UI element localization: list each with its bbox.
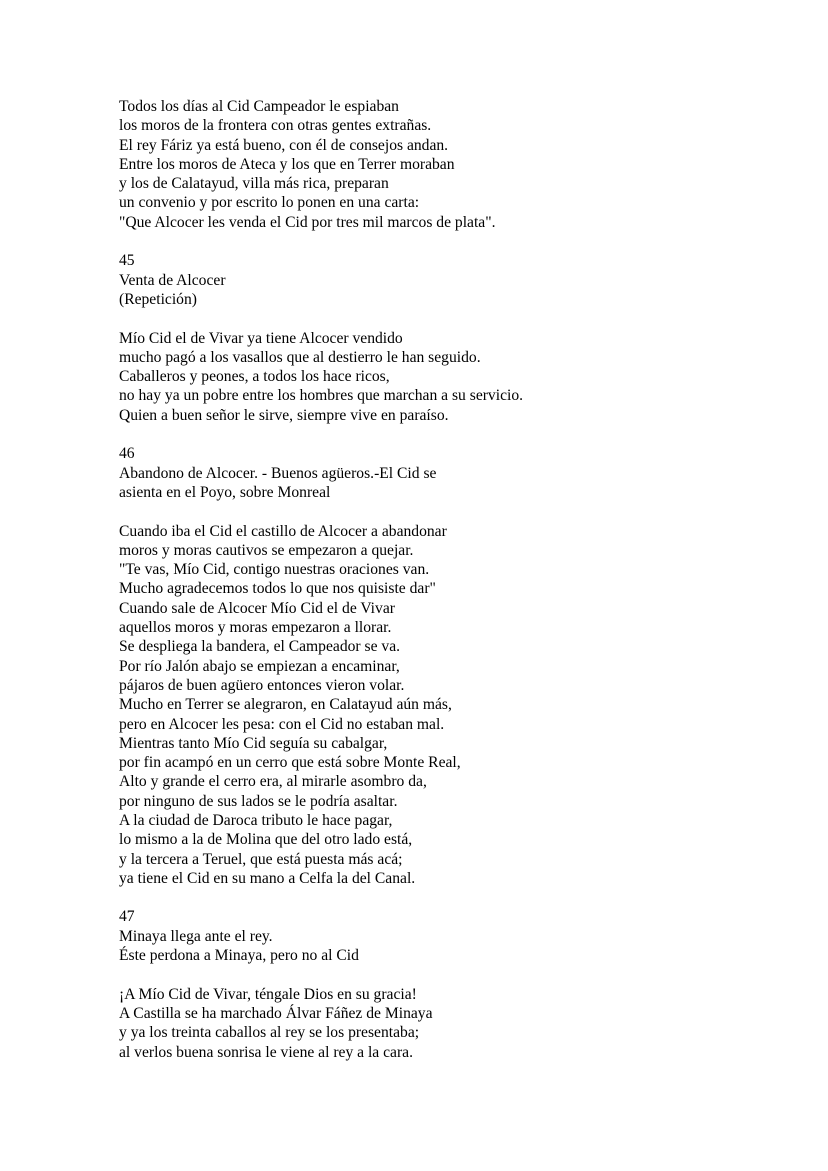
verse-line: los moros de la frontera con otras gentes extrañas.: [119, 117, 432, 135]
verse-line: Cuando iba el Cid el castillo de Alcocer a abandonar: [119, 522, 447, 540]
section-number: 45: [119, 252, 135, 270]
section-46-heading: [119, 444, 779, 502]
verse-line: y la tercera a Teruel, que está puesta más acá;: [119, 850, 403, 868]
section-title: Minaya llega ante el rey.: [119, 927, 273, 945]
verse-line: Quien a buen señor le sirve, siempre vive en paraíso.: [119, 406, 449, 424]
verse-line: lo mismo a la de Molina que del otro lado está,: [119, 831, 413, 849]
verse-line: Caballeros y peones, a todos los hace ricos,: [119, 368, 390, 386]
intro-stanza: [119, 97, 779, 232]
verse-line: moros y moras cautivos se empezaron a quejar.: [119, 541, 414, 559]
verse-line: Todos los días al Cid Campeador le espiaban: [119, 98, 399, 115]
section-47-heading: [119, 907, 779, 965]
verse-line: por ninguno de sus lados se le podría asaltar.: [119, 792, 398, 810]
verse-line: Mucho en Terrer se alegraron, en Calatayud aún más,: [119, 696, 452, 714]
verse-line: A Castilla se ha marchado Álvar Fáñez de Minaya: [119, 1004, 433, 1022]
verse-line: pájaros de buen agüero entonces vieron volar.: [119, 676, 405, 694]
section-number: 46: [119, 445, 135, 463]
verse-line: y los de Calatayud, villa más rica, preparan: [119, 175, 389, 193]
verse-line: "Te vas, Mío Cid, contigo nuestras oraciones van.: [119, 561, 430, 579]
verse-line: "Que Alcocer les venda el Cid por tres mil marcos de plata".: [119, 213, 496, 231]
verse-line: A la ciudad de Daroca tributo le hace pagar,: [119, 811, 393, 829]
verse-line: Entre los moros de Ateca y los que en Terrer moraban: [119, 155, 455, 173]
section-title: Abandono de Alcocer. - Buenos agüeros.-El Cid se: [119, 464, 437, 482]
section-number: 47: [119, 908, 135, 926]
section-47-stanza: [119, 985, 779, 1062]
verse-line: Alto y grande el cerro era, al mirarle asombro da,: [119, 773, 427, 791]
verse-line: Mío Cid el de Vivar ya tiene Alcocer vendido: [119, 329, 403, 347]
verse-line: Mientras tanto Mío Cid seguía su cabalgar,: [119, 734, 388, 752]
verse-line: ya tiene el Cid en su mano a Celfa la del Canal.: [119, 869, 416, 887]
verse-line: un convenio y por escrito lo ponen en una carta:: [119, 194, 420, 212]
verse-line: Se despliega la bandera, el Campeador se va.: [119, 638, 401, 656]
verse-line: y ya los treinta caballos al rey se los presentaba;: [119, 1024, 420, 1042]
verse-line: mucho pagó a los vasallos que al destierro le han seguido.: [119, 348, 481, 366]
verse-line: ¡A Mío Cid de Vivar, téngale Dios en su gracia!: [119, 985, 417, 1003]
verse-line: Mucho agradecemos todos lo que nos quisiste dar": [119, 580, 436, 598]
section-45-heading: [119, 251, 779, 309]
verse-line: Cuando sale de Alcocer Mío Cid el de Vivar: [119, 599, 395, 617]
section-title: Éste perdona a Minaya, pero no al Cid: [119, 947, 359, 965]
section-title: asienta en el Poyo, sobre Monreal: [119, 483, 331, 501]
verse-line: El rey Fáriz ya está bueno, con él de consejos andan.: [119, 136, 449, 154]
verse-line: Por río Jalón abajo se empiezan a encaminar,: [119, 657, 400, 675]
verse-line: aquellos moros y moras empezaron a llorar.: [119, 619, 392, 637]
section-45-stanza: [119, 329, 779, 425]
document-page: [119, 97, 779, 1062]
section-title: Venta de Alcocer: [119, 271, 226, 289]
verse-line: por fin acampó en un cerro que está sobre Monte Real,: [119, 754, 461, 772]
verse-line: al verlos buena sonrisa le viene al rey a la cara.: [119, 1043, 413, 1061]
section-46-stanza: [119, 522, 779, 889]
section-subtitle: (Repetición): [119, 290, 197, 308]
verse-line: no hay ya un pobre entre los hombres que marchan a su servicio.: [119, 387, 524, 405]
verse-line: pero en Alcocer les pesa: con el Cid no estaban mal.: [119, 715, 445, 733]
